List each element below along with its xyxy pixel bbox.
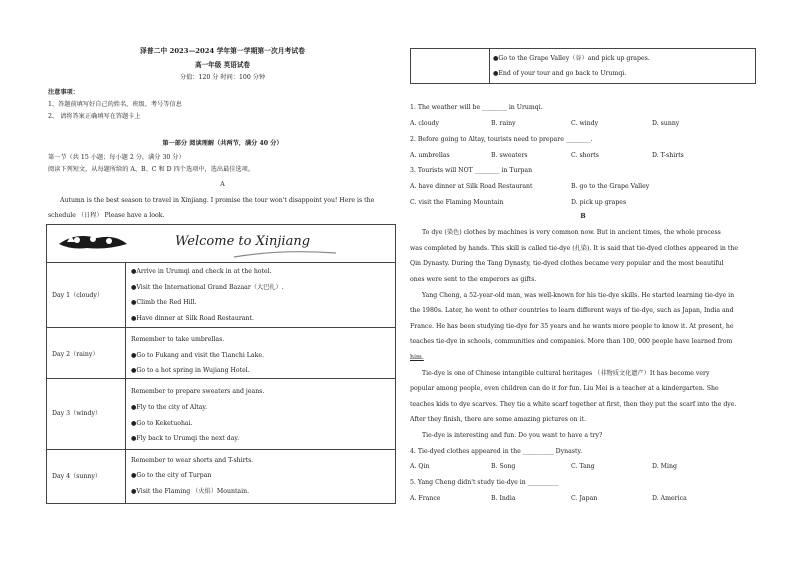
question-2: 2. Before going to Altay, tourists need to prepare ________. [410, 136, 593, 143]
banner-swoosh [232, 243, 342, 261]
schedule-item: ●Go to a hot spring in Wujiang Hotel. [131, 367, 250, 374]
schedule-item: ●Go to the city of Turpan [131, 472, 212, 479]
passage-b-line: teaches tie-dye in schools, communities and companies. More than 100, 000 people have learned from [410, 338, 733, 345]
passage-b-line: Tie-dye is one of Chinese intangible cultural heritages （非物质文化遗产）It has become very [422, 370, 710, 377]
passage-b-line: France. He has been studying tie-dye for 35 years and he wants more people to know it. At present, he [410, 323, 734, 330]
schedule-item: ●Visit the Flaming （火焰）Mountain. [131, 488, 250, 495]
schedule-item: ●Fly back to Urumqi the next day. [131, 435, 240, 442]
schedule-item: ●Have dinner at Silk Road Restaurant. [131, 315, 254, 322]
schedule-item: ●Visit the International Grand Bazaar（大巴扎）. [131, 284, 284, 291]
schedule-item: Remember to wear shorts and T-shirts. [131, 457, 254, 464]
passage-b-line: Yang Cheng, a 52-year-old man, was well-known for his tie-dye skills. He started learning tie-dye in [422, 292, 735, 299]
passage-b-line: teaches kids to dye scarves. They tie a white scarf together at first, then they put the scarf into the dye. [410, 401, 737, 408]
day-label: Day 3（windy） [52, 410, 102, 417]
schedule-cont-cell [489, 48, 756, 84]
passage-a-intro: Autumn is the best season to travel in Xinjiang. I promise the tour won't disappoint you! Here is the [60, 197, 375, 204]
option: C. shorts [571, 152, 599, 159]
question-4: 4. Tie-dyed clothes appeared in the __________ Dynasty. [410, 448, 583, 455]
option: A. cloudy [410, 120, 440, 127]
day-label: Day 4（sunny） [52, 473, 102, 480]
option: C. Japan [571, 495, 598, 502]
passage-b-line: ones were sent to the emperors as gifts. [410, 276, 537, 283]
schedule-cont-day-cell [410, 48, 490, 84]
schedule-item: ●Go to the Grape Valley（谷）and pick up grapes. [493, 55, 650, 62]
question-3: 3. Tourists will NOT ________ in Turpan [410, 167, 533, 174]
xinjiang-logo [57, 230, 129, 252]
option: D. sunny [652, 120, 680, 127]
exam-subtitle: 高一年级 英语试卷 [194, 61, 251, 69]
passage-b-line: was completed by hands. This skill is called tie-dye (扎染). It is said that tie-dyed clothes appeared in the [410, 245, 739, 252]
option: D. T-shirts [652, 152, 684, 159]
option: D. pick up grapes [571, 199, 627, 206]
option: B. India [491, 495, 516, 502]
schedule-item: ●End of your tour and go back to Urumqi. [493, 70, 627, 77]
schedule-item: ●Go to Keketuohai. [131, 420, 193, 427]
notice-item: 1、答题前填写好自己的姓名、班级、考号等信息 [48, 101, 182, 108]
passage-b-line: Qin Dynasty. During the Tang Dynasty, tie-dyed clothes became very popular and the most beautiful [410, 260, 724, 267]
option: D. Ming [652, 463, 677, 470]
passage-a-intro: schedule （日程） Please have a look. [48, 212, 165, 219]
welcome-banner: Welcome to Xinjiang [175, 234, 311, 249]
option: B. Song [491, 463, 516, 470]
option: A. Qin [410, 463, 430, 470]
passage-b-line: him. [410, 354, 424, 361]
question-1: 1. The weather will be ________ in Urumqi. [410, 104, 543, 111]
passage-b-label: B [580, 213, 586, 220]
option: B. go to the Grape Valley [571, 183, 650, 190]
option: C. windy [571, 120, 599, 127]
schedule-item: ●Arrive in Urumqi and check in at the hotel. [131, 268, 272, 275]
option: A. have dinner at Silk Road Restaurant [410, 183, 533, 190]
passage-a-label: A [220, 181, 225, 188]
part1-heading: 第一部分 阅读理解（共两节，满分 40 分） [162, 140, 283, 147]
notice-heading: 注意事项： [48, 89, 79, 96]
schedule-item: ●Climb the Red Hill. [131, 299, 197, 306]
passage-b-line: the 1980s. Later, he went to other countries to learn different ways of tie-dye, such as Japan, India and [410, 307, 734, 314]
schedule-item: ●Fly to the city of Altay. [131, 404, 208, 411]
option: B. sweaters [491, 152, 528, 159]
option: D. America [652, 495, 687, 502]
option: C. Tang [571, 463, 595, 470]
option: B. rainy [491, 120, 516, 127]
option: C. visit the Flaming Mountain [410, 199, 504, 206]
option: A. umbrellas [410, 152, 450, 159]
instruction-text: 阅读下列短文，从每题所给的 A、B、C 和 D 四个选项中，选出最佳选项。 [48, 166, 255, 173]
day-label: Day 1（cloudy） [52, 292, 104, 299]
passage-b-line: Tie-dye is interesting and fun. Do you want to have a try? [422, 432, 603, 439]
schedule-item: ●Go to Fukang and visit the Tianchi Lake. [131, 352, 264, 359]
section1-heading: 第一节（共 15 小题；每小题 2 分，满分 30 分） [48, 154, 185, 161]
notice-item: 2、 请将答案正确填写在答题卡上 [48, 113, 141, 120]
passage-b-line: To dye (染色) clothes by machines is very common now. But in ancient times, the whole process [422, 229, 721, 236]
passage-b-line: popular among people, even children can do it for fun. Liu Mei is a teacher at a kindergarten. She [410, 385, 719, 392]
option: A. France [410, 495, 441, 502]
schedule-item: Remember to prepare sweaters and jeans. [131, 388, 265, 395]
schedule-item: Remember to take umbrellas. [131, 336, 225, 343]
day-label: Day 2（rainy） [52, 351, 99, 358]
exam-meta: 分值：120 分 时间：100 分钟 [179, 74, 266, 81]
passage-b-line: After they finish, there are some amazing pictures on it. [410, 416, 587, 423]
exam-title: 泽普二中 2023—2024 学年第一学期第一次月考试卷 [140, 47, 305, 55]
question-5: 5. Yang Cheng didn't study tie-dye in __________ [410, 479, 559, 486]
